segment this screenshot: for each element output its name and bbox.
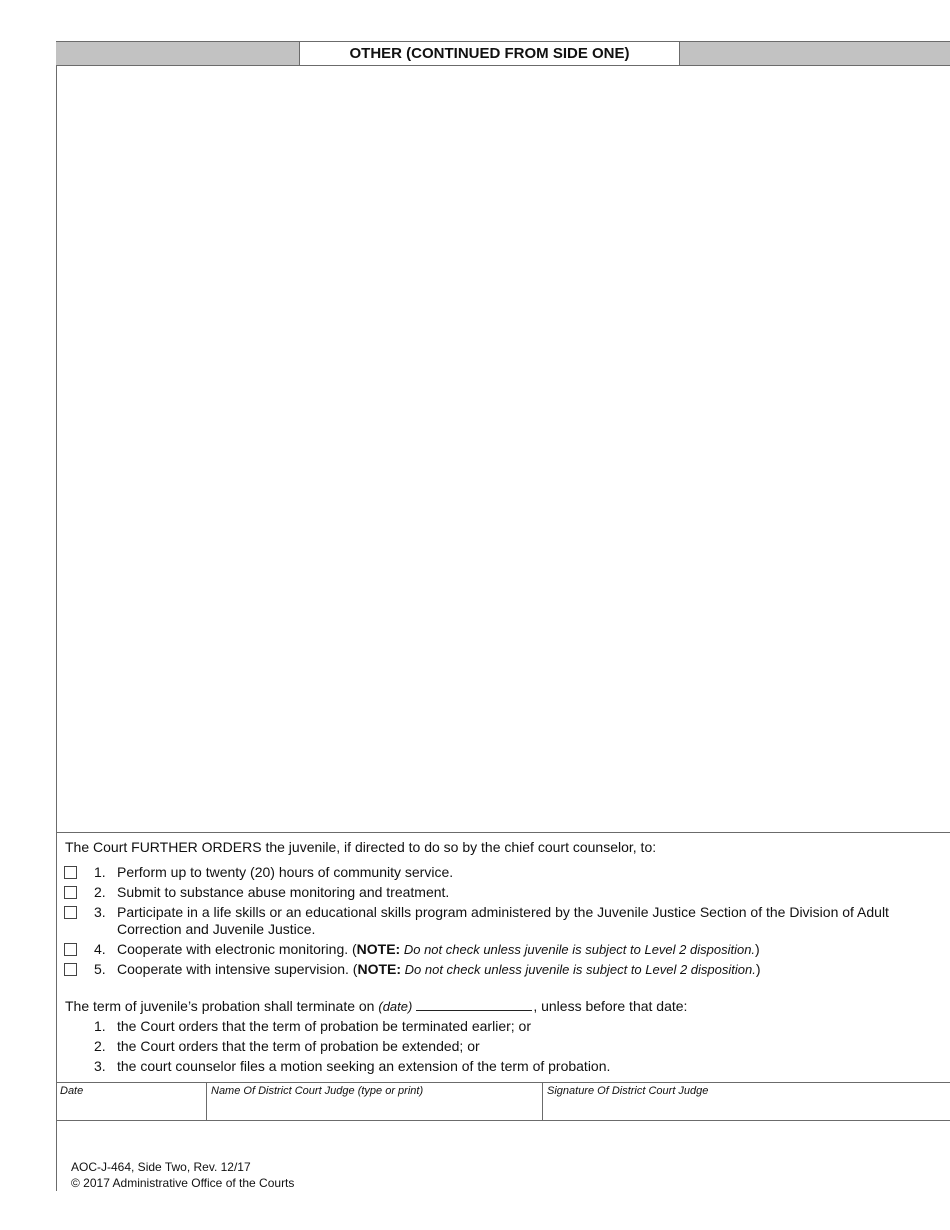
judge-name-field[interactable]: [206, 1083, 542, 1120]
note-text: Do not check unless juvenile is subject to Level 2 disposition.: [400, 942, 756, 957]
condition-text: the Court orders that the term of probation be extended; or: [117, 1038, 480, 1054]
order-text: Cooperate with electronic monitoring. (: [117, 941, 357, 957]
order-item-1: [62, 864, 942, 881]
order-item-4: [62, 941, 942, 958]
order-item-3: [62, 904, 942, 938]
term-date-label: (date): [378, 999, 413, 1014]
order-checkbox-3[interactable]: [64, 906, 77, 919]
note-label: NOTE:: [356, 941, 401, 957]
order-checkbox-5[interactable]: [64, 963, 77, 976]
note-text: Do not check unless juvenile is subject to Level 2 disposition.: [401, 962, 756, 977]
note-close: ): [755, 941, 760, 957]
signature-block: [56, 1082, 950, 1121]
term-date-blank[interactable]: [416, 998, 532, 1011]
condition-item-2: [62, 1038, 942, 1055]
judge-name-label: Name Of District Court Judge (type or print): [211, 1085, 424, 1097]
order-checkbox-4[interactable]: [64, 943, 77, 956]
header-shade-left: [56, 42, 299, 65]
order-list: [62, 864, 942, 981]
condition-item-1: [62, 1018, 942, 1035]
form-footer: [71, 1159, 294, 1191]
date-field[interactable]: [56, 1083, 206, 1120]
condition-number: 1.: [94, 1018, 106, 1034]
order-item-2: [62, 884, 942, 901]
order-item-5: [62, 961, 942, 978]
term-conditions: [62, 1018, 942, 1078]
note-label: NOTE:: [357, 961, 402, 977]
condition-text: the Court orders that the term of probation be terminated earlier; or: [117, 1018, 531, 1034]
order-text: Cooperate with intensive supervision. (: [117, 961, 358, 977]
note-close: ): [755, 961, 761, 977]
date-label: Date: [60, 1085, 84, 1097]
order-text: Perform up to twenty (20) hours of community service.: [117, 864, 454, 880]
condition-item-3: [62, 1058, 942, 1075]
order-number: 4.: [94, 941, 106, 957]
section-title: OTHER (CONTINUED FROM SIDE ONE): [299, 42, 680, 65]
order-text: Participate in a life skills or an educational skills program administered by the Juvenile Justice Section of the Division of Adult Correction and Juvenile Justice.: [117, 904, 889, 937]
order-checkbox-2[interactable]: [64, 886, 77, 899]
copyright: © 2017 Administrative Office of the Courts: [71, 1176, 295, 1190]
condition-number: 3.: [94, 1058, 106, 1074]
other-text-area[interactable]: [57, 66, 950, 832]
order-number: 3.: [94, 904, 106, 920]
probation-term: [65, 998, 687, 1014]
condition-number: 2.: [94, 1038, 106, 1054]
orders-intro: The Court FURTHER ORDERS the juvenile, if directed to do so by the chief court counselor, to:: [65, 839, 657, 855]
condition-text: the court counselor files a motion seeking an extension of the term of probation.: [117, 1058, 611, 1074]
section-divider: [56, 832, 950, 833]
order-number: 1.: [94, 864, 106, 880]
order-number: 2.: [94, 884, 106, 900]
judge-signature-field[interactable]: [542, 1083, 950, 1120]
judge-signature-label: Signature Of District Court Judge: [547, 1085, 709, 1097]
order-text: Submit to substance abuse monitoring and treatment.: [117, 884, 450, 900]
term-suffix: , unless before that date:: [533, 998, 688, 1014]
term-prefix: The term of juvenile’s probation shall terminate on: [65, 998, 379, 1014]
order-checkbox-1[interactable]: [64, 866, 77, 879]
order-number: 5.: [94, 961, 106, 977]
header-shade-right: [680, 42, 950, 65]
order-text-with-note: [117, 961, 942, 978]
section-header: [56, 41, 950, 66]
order-text-with-note: [117, 941, 942, 958]
form-id: AOC-J-464, Side Two, Rev. 12/17: [71, 1160, 251, 1174]
